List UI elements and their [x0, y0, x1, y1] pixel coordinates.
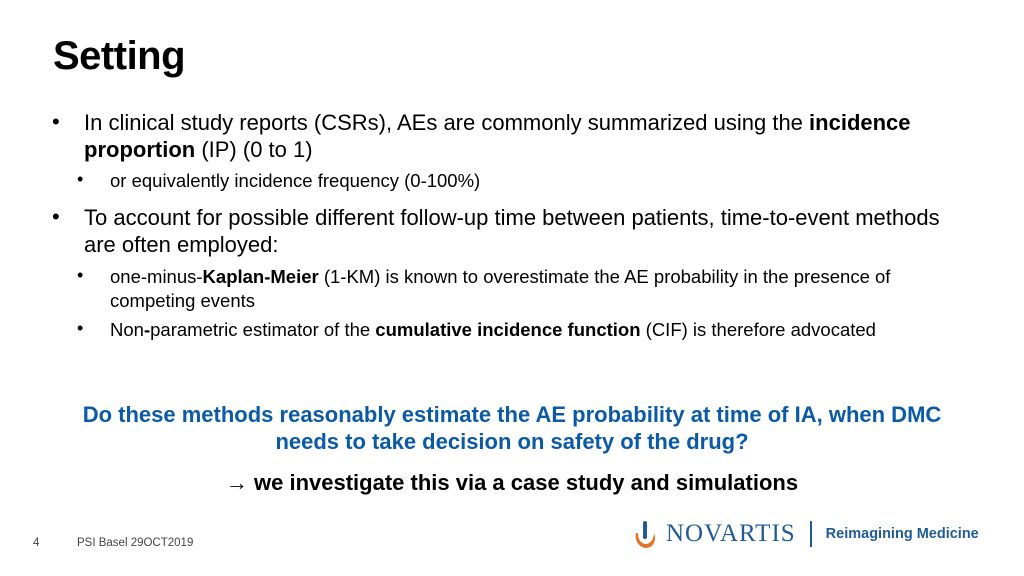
bold-text: Kaplan-Meier: [202, 266, 319, 287]
bullet-1-sub-1: [110, 169, 970, 193]
brand-name: NOVARTIS: [666, 520, 796, 547]
bullet-icon: •: [77, 169, 84, 189]
divider: [810, 521, 812, 547]
bullet-icon: •: [77, 318, 84, 338]
bullet-2-sub-1: [110, 265, 970, 313]
text: (IP) (0 to 1): [195, 137, 313, 162]
conclusion: → we investigate this via a case study and simulations: [225, 470, 799, 495]
text: Non: [110, 319, 144, 340]
bold-text: cumulative incidence function: [375, 319, 641, 340]
key-question: [0, 401, 1024, 455]
bold-text: -: [143, 319, 151, 340]
page-number: 4: [33, 537, 40, 549]
bullet-icon: •: [77, 265, 84, 285]
text: or equivalently incidence frequency (0-100%): [110, 170, 481, 191]
text: To account for possible different follow-up time between patients, time-to-event methods are often employed:: [84, 205, 940, 257]
bullet-2-sub-2: [110, 318, 970, 342]
text: (CIF) is therefore advocated: [640, 319, 876, 340]
question-text: Do these methods reasonably estimate the AE probability at time of IA, when DMC needs to take decision on safety of the drug?: [82, 402, 942, 454]
slide-title: Setting: [53, 34, 186, 78]
bullet-2: [84, 204, 944, 258]
bold-text: incidence proportion: [84, 110, 911, 162]
tagline: Reimagining Medicine: [825, 526, 979, 542]
novartis-logo: [632, 519, 979, 549]
text: In clinical study reports (CSRs), AEs are commonly summarized using the: [84, 110, 810, 135]
text: (1-KM) is known to overestimate the AE probability in the presence of competing events: [110, 266, 891, 311]
text: parametric estimator of the: [150, 319, 376, 340]
bullet-icon: •: [52, 204, 60, 229]
bullet-icon: •: [52, 109, 60, 134]
text: one-minus-: [110, 266, 203, 287]
footer-event: PSI Basel 29OCT2019: [77, 537, 194, 549]
bullet-1: [84, 109, 964, 163]
flame-icon: [632, 519, 658, 549]
